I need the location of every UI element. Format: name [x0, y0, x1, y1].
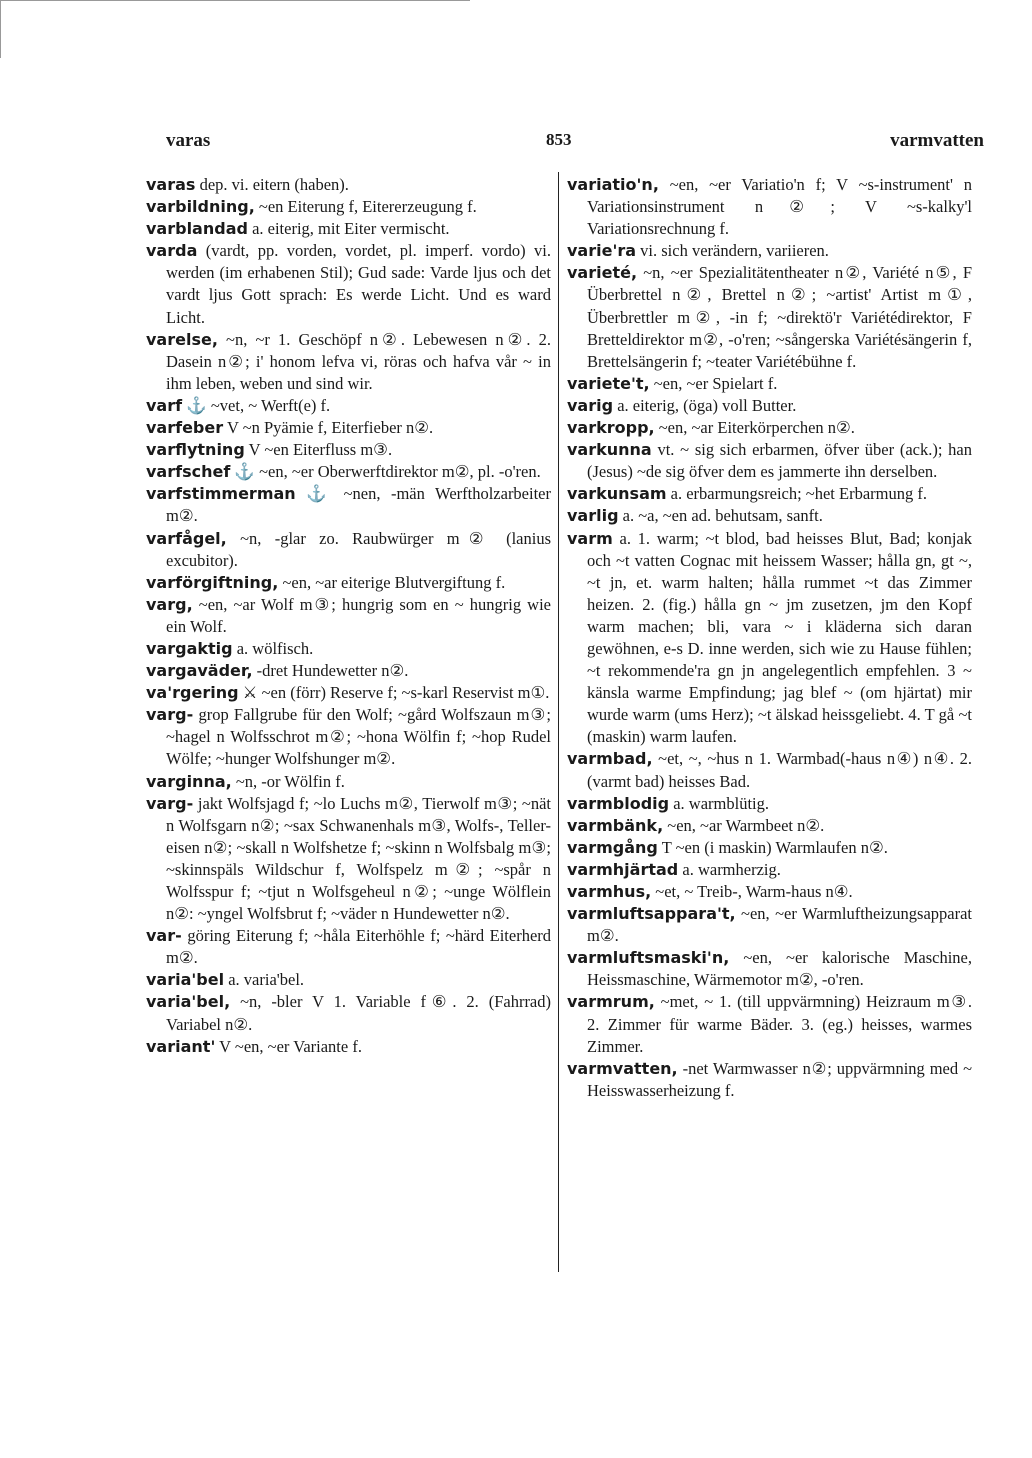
dictionary-entry: [146, 439, 551, 461]
headword: varmgång: [567, 837, 658, 857]
dictionary-entry: [567, 881, 972, 903]
definition: a. warmblütig.: [673, 793, 770, 813]
dictionary-entry: [567, 528, 972, 749]
dictionary-entry: [567, 1058, 972, 1102]
definition: ~n, -or Wölfin f.: [235, 771, 345, 791]
dictionary-entry: [146, 793, 551, 926]
headword: varfeber: [146, 418, 224, 438]
definition: göring Eiterung f; ~håla Eiterhöhle f; ~härd Eiterherd m②.: [166, 926, 552, 968]
headword: varflytning: [146, 440, 245, 460]
headword: varia'bel,: [146, 992, 231, 1012]
headword: varmrum,: [567, 992, 655, 1012]
headword: varginna,: [146, 771, 232, 791]
dictionary-entry: [146, 240, 551, 328]
headword: varmhjärtad: [567, 859, 679, 879]
headword: varförgiftning,: [146, 572, 279, 592]
dictionary-entry: [146, 682, 551, 704]
dictionary-entry: [146, 218, 551, 240]
definition: a. eiterig, (öga) voll Butter.: [617, 395, 797, 415]
definition: ⚓ ~en, ~er Oberwerftdirektor m②, pl. -o'ren.: [234, 462, 541, 482]
headword: variant': [146, 1036, 216, 1056]
dictionary-entry: [567, 240, 972, 262]
dictionary-entry: [567, 417, 972, 439]
headword: varfågel,: [146, 528, 227, 548]
headword: var-: [146, 926, 182, 946]
definition: ~n, ~r 1. Geschöpf n②. Lebewesen n②. 2. Dasein n②; i' honom lefva vi, röras och hafva vår ~ in ihm leben, weben und sind wir.: [166, 329, 552, 393]
headword: varfschef: [146, 462, 231, 482]
headword: varkunsam: [567, 484, 667, 504]
headword: va'rgering: [146, 683, 239, 703]
header-left-guideword: varas: [166, 130, 211, 151]
definition: a. varia'bel.: [228, 970, 305, 990]
dictionary-entry: [146, 704, 551, 770]
dictionary-entry: [146, 771, 551, 793]
dictionary-entry: [567, 748, 972, 792]
headword: varlig: [567, 506, 619, 526]
headword: varfstimmerman: [146, 484, 296, 504]
dictionary-entry: [146, 483, 551, 527]
dictionary-entry: [567, 505, 972, 527]
dictionary-entry: [146, 991, 551, 1035]
dictionary-entry: [567, 793, 972, 815]
dictionary-entry: [567, 439, 972, 483]
dictionary-entry: [146, 1036, 551, 1058]
headword: varbildning,: [146, 197, 255, 217]
definition: jakt Wolfsjagd f; ~lo Luchs m②, Tierwolf m③; ~nät n Wolfsgarn n②; ~sax Schwanenhals m③, Wolfs-, Teller-eisen n②; ~skall n Wolfshetze f; ~skinn n Wolfsbalg m③; ~skinnspäls Wildschur f, Wolfspelz m②; ~spår n Wolfsspur f; ~tjut n Wolfsgeheul n②; ~unge Wölflein n②: ~yngel Wolfsbrut f; ~väder n Hundewetter n②.: [166, 793, 552, 924]
definition: ~n, ~er Spezialitätentheater n②, Variété n⑤, F Überbrettel n②, Brettel n②; ~artist' Artist m①, Überbrettler m②, -in f; ~direktö'r Variétédirektor, F Bretteldirektor m②, -o'ren; ~sångerska Variétésängerin f, Brettelsängerin f; ~teater Variétébühne f.: [587, 263, 973, 371]
definition: ~et, ~ Treib-, Warm-haus n④.: [655, 882, 853, 901]
scan-edge-line: [0, 0, 470, 1]
headword: varblandad: [146, 219, 248, 239]
headword: varmbänk,: [567, 815, 664, 835]
headword: variatio'n,: [567, 175, 659, 194]
definition: vt. ~ sig sich erbarmen, öfver über (ack.); han (Jesus) ~de sig öfver dem es jammerte ihn derselben.: [587, 440, 972, 482]
dictionary-entry: [146, 572, 551, 594]
definition: -net Warmwasser n②; uppvärmning med ~ Heisswasserheizung f.: [587, 1058, 972, 1100]
definition: ⚓ ~vet, ~ Werft(e) f.: [186, 395, 331, 415]
definition: V ~en, ~er Variante f.: [219, 1036, 362, 1056]
dictionary-entry: [567, 483, 972, 505]
headword: varmluftsmaski'n,: [567, 948, 730, 968]
dictionary-entry: [146, 638, 551, 660]
definition: a. warmherzig.: [682, 859, 781, 879]
headword: varkunna: [567, 440, 652, 460]
definition: (vardt, pp. vorden, vordet, pl. imperf. vordo) vi. werden (im erhabenen Stil); Gud sade: Varde ljus och det vardt ljus Gott sprach: Es werde Licht. Und es ward Licht.: [166, 241, 551, 327]
dictionary-entry: [146, 461, 551, 483]
dictionary-entry: [146, 528, 551, 572]
headword: varmhus,: [567, 882, 652, 901]
headword: varmbad,: [567, 749, 653, 769]
definition: ~en, ~ar eiterige Blutvergiftung f.: [282, 572, 506, 592]
dictionary-entry: [146, 395, 551, 417]
dictionary-entry: [567, 991, 972, 1057]
definition: ~en, ~ar Eiterkörperchen n②.: [658, 418, 855, 438]
dictionary-entry: [567, 174, 972, 240]
definition: a. wölfisch.: [236, 638, 314, 658]
dictionary-entry: [567, 815, 972, 837]
right-column: [567, 174, 972, 1102]
column-divider: [558, 172, 559, 1272]
header-right-guideword: varmvatten: [890, 130, 984, 151]
definition: -dret Hundewetter n②.: [256, 661, 409, 681]
definition: ~en, ~ar Warmbeet n②.: [667, 815, 825, 835]
definition: grop Fallgrube für den Wolf; ~gård Wolfszaun m③; ~hagel n Wolfsschrot m②; ~hona Wölfin f; ~hop Rudel Wölfe; ~hunger Wolfshunger m②.: [166, 705, 552, 769]
definition: dep. vi. eitern (haben).: [199, 175, 349, 194]
dictionary-entry: [146, 660, 551, 682]
definition: ~met, ~ 1. (till uppvärmning) Heizraum m③. 2. Zimmer für warme Bäder. 3. (eg.) heisses, warmes Zimmer.: [587, 992, 973, 1056]
dictionary-entry: [146, 417, 551, 439]
definition: a. ~a, ~en ad. behutsam, sanft.: [622, 506, 823, 526]
dictionary-entry: [567, 859, 972, 881]
headword: varg-: [146, 793, 194, 813]
headword: varie'ra: [567, 241, 637, 261]
dictionary-entry: [146, 969, 551, 991]
dictionary-entry: [567, 262, 972, 372]
dictionary-entry: [146, 174, 551, 196]
definition: ~en, ~er kalorische Maschine, Heissmaschine, Wärmemotor m②, -o'ren.: [587, 948, 973, 990]
definition: V ~n Pyämie f, Eiterfieber n②.: [226, 418, 434, 438]
definition: ~n, -glar zo. Raubwürger m② (lanius excubitor).: [166, 528, 551, 570]
headword: vargaktig: [146, 638, 233, 658]
headword: varmblodig: [567, 793, 670, 813]
headword: varg,: [146, 594, 193, 614]
headword: varmluftsappara't,: [567, 904, 736, 924]
headword: varelse,: [146, 329, 218, 349]
left-column: [146, 174, 551, 1058]
headword: varg-: [146, 705, 194, 725]
definition: ~en, ~er Variatio'n f; V ~s-instrument' n Variationsinstrument n②; V ~s-kalky'l Variationsrechnung f.: [587, 175, 972, 239]
page-header: [166, 130, 984, 156]
definition: a. 1. warm; ~t blod, bad heisses Blut, Bad; konjak och ~t vatten Cognac mit heissem Wasser; hålla gn, gt ~, ~t jn, et. warm halten; hålla rummet ~t das Zimmer heizen. 2. (fig.) hålla gn ~ jm zusetzen, jm den Kopf warm machen; bli, vara ~ i kläderna sich daran gewöhnen, e-s D. inne werden, sich wie zu Hause fühlen; ~t rekommende'ra gn jn angelegentlich empfehlen. 3 ~ känsla warme Empfindung; jag blef ~ (om hjärtat) mir wurde warm (ums Herz); ~t älskad heissgeliebt. 4. T gå ~t (maskin) warm laufen.: [587, 528, 973, 747]
headword: varm: [567, 528, 613, 548]
headword: varmvatten,: [567, 1058, 678, 1078]
page-number: 853: [546, 130, 572, 149]
headword: varia'bel: [146, 970, 225, 990]
definition: ⚔ ~en (förr) Reserve f; ~s-karl Reservist m①.: [242, 683, 550, 703]
definition: ~en, ~ar Wolf m③; hungrig som en ~ hungrig wie ein Wolf.: [166, 594, 551, 636]
definition: ~en, ~er Spielart f.: [653, 373, 778, 393]
definition: ~n, -bler V 1. Variable f⑥. 2. (Fahrrad) Variabel n②.: [166, 992, 552, 1034]
dictionary-entry: [567, 395, 972, 417]
headword: varig: [567, 395, 614, 415]
definition: a. eiterig, mit Eiter vermischt.: [252, 219, 450, 239]
headword: varda: [146, 241, 198, 261]
definition: ~en Eiterung f, Eitererzeugung f.: [258, 197, 477, 217]
headword: varieté,: [567, 263, 638, 283]
definition: ~et, ~, ~hus n 1. Warmbad(-haus n④) n④. 2. (varmt bad) heisses Bad.: [587, 749, 972, 791]
headword: varf: [146, 395, 183, 415]
definition: V ~en Eiterfluss m③.: [248, 440, 393, 460]
definition: ⚓ ~nen, -män Werftholzarbeiter m②.: [166, 484, 551, 526]
definition: a. erbarmungsreich; ~het Erbarmung f.: [670, 484, 927, 504]
dictionary-entry: [567, 837, 972, 859]
dictionary-entry: [146, 594, 551, 638]
definition: ~en, ~er Warmluftheizungsapparat m②.: [587, 904, 973, 946]
headword: variete't,: [567, 373, 650, 393]
dictionary-entry: [146, 925, 551, 969]
dictionary-entry: [567, 903, 972, 947]
dictionary-entry: [567, 373, 972, 395]
definition: vi. sich verändern, variieren.: [640, 241, 829, 261]
headword: varkropp,: [567, 418, 655, 438]
dictionary-entry: [567, 947, 972, 991]
headword: vargaväder,: [146, 661, 253, 681]
dictionary-entry: [146, 329, 551, 395]
headword: varas: [146, 175, 196, 194]
dictionary-entry: [146, 196, 551, 218]
definition: T ~en (i maskin) Warmlaufen n②.: [661, 837, 888, 857]
scan-edge-line: [0, 0, 1, 58]
